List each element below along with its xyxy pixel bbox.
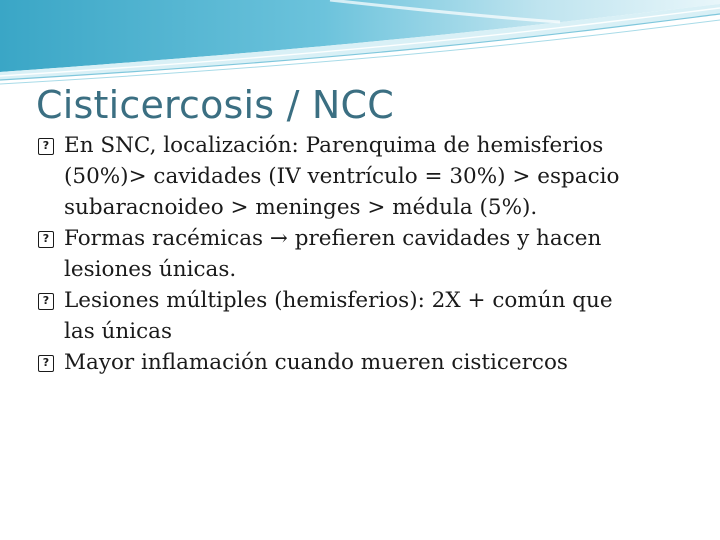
bullet-placeholder-icon: ?	[38, 231, 54, 248]
bullet-item	[36, 347, 646, 378]
slide-title: Cisticercosis / NCC	[36, 83, 394, 127]
bullet-item	[36, 223, 646, 285]
bullet-list	[36, 130, 646, 378]
bullet-placeholder-icon: ?	[38, 355, 54, 372]
bullet-placeholder-icon: ?	[38, 138, 54, 155]
bullet-text: Lesiones múltiples (hemisferios): 2X + común que las únicas	[64, 288, 613, 344]
wave-band-main	[0, 0, 720, 72]
bullet-item	[36, 285, 646, 347]
bullet-item	[36, 130, 646, 223]
bullet-text: En SNC, localización: Parenquima de hemisferios (50%)> cavidades (IV ventrículo = 30%) > espacio subaracnoideo > meninges > médula (5%).	[64, 133, 620, 220]
bullet-placeholder-icon: ?	[38, 293, 54, 310]
bullet-text: Mayor inflamación cuando mueren cisticercos	[64, 350, 568, 375]
bullet-text: Formas racémicas → prefieren cavidades y hacen lesiones únicas.	[64, 226, 602, 282]
